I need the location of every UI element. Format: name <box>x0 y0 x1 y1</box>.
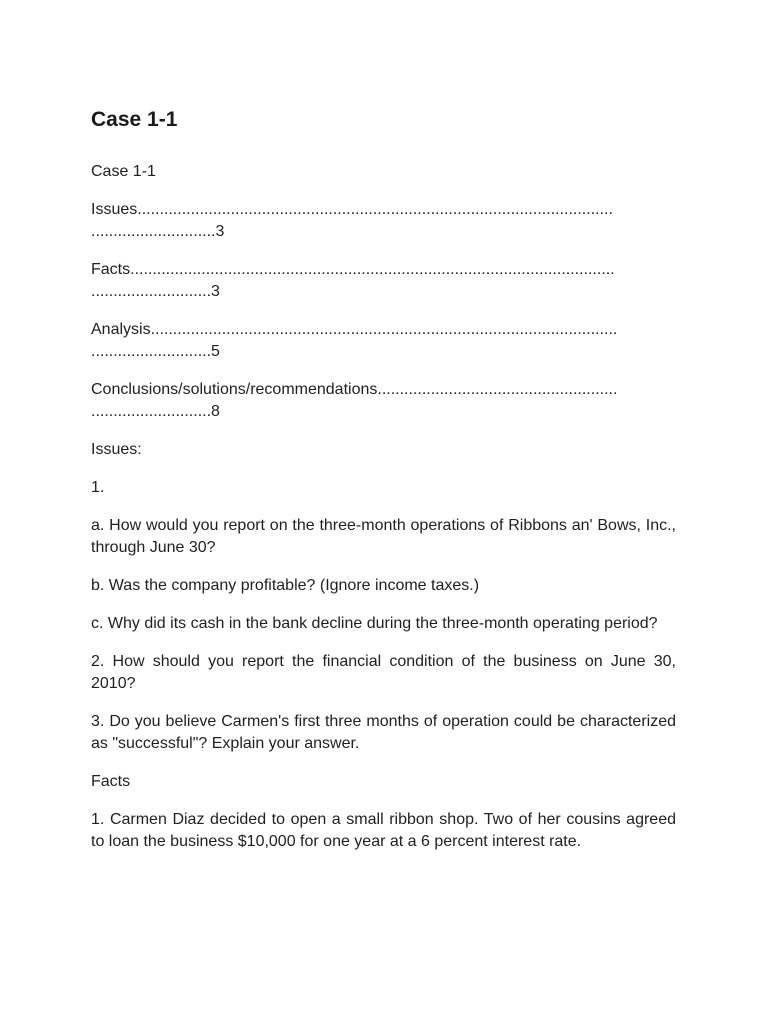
facts-heading: Facts <box>91 773 131 790</box>
toc-entry-facts[interactable] <box>91 259 676 303</box>
toc-entry-leader: Issues........................................................................................................... <box>91 201 613 218</box>
toc-entry-page: ...........................8 <box>91 403 220 420</box>
question-a: a. How would you report on the three-month operations of Ribbons an' Bows, Inc., through June 30? <box>91 517 676 556</box>
toc-entry-leader: Analysis......................................................................................................... <box>91 321 618 338</box>
table-of-contents <box>91 199 676 423</box>
toc-entry-analysis[interactable] <box>91 319 676 363</box>
issues-heading: Issues: <box>91 441 142 458</box>
question-2: 2. How should you report the financial condition of the business on June 30, 2010? <box>91 653 676 692</box>
question-3: 3. Do you believe Carmen's first three months of operation could be characterized as "successful"? Explain your answer. <box>91 713 676 752</box>
toc-entry-page: ...........................5 <box>91 343 220 360</box>
question-c: c. Why did its cash in the bank decline during the three-month operating period? <box>91 615 658 632</box>
toc-entry-leader: Facts............................................................................................................. <box>91 261 615 278</box>
fact-1: 1. Carmen Diaz decided to open a small ribbon shop. Two of her cousins agreed to loan the business $10,000 for one year at a 6 percent interest rate. <box>91 811 676 850</box>
toc-entry-page: ...........................3 <box>91 283 220 300</box>
document-title: Case 1-1 <box>91 108 178 131</box>
toc-entry-page: ............................3 <box>91 223 225 240</box>
toc-entry-leader: Conclusions/solutions/recommendations...................................................... <box>91 381 618 398</box>
toc-entry-conclusions[interactable] <box>91 379 676 423</box>
question-b: b. Was the company profitable? (Ignore income taxes.) <box>91 577 480 594</box>
document-subtitle: Case 1-1 <box>91 163 156 180</box>
issue-item-1: 1. <box>91 479 105 496</box>
toc-entry-issues[interactable] <box>91 199 676 243</box>
